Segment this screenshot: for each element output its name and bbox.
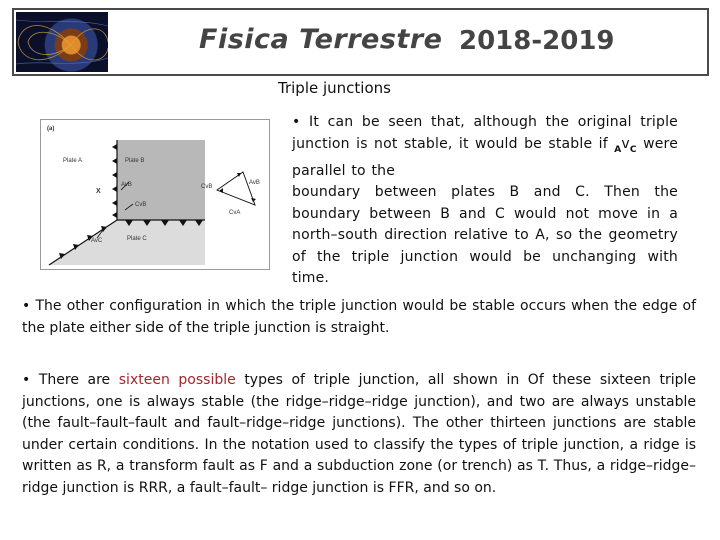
triangle-label-cva: CvA	[229, 210, 241, 216]
p1-line-4: boundary between plates B and C. Then the	[292, 184, 678, 201]
slide-title: Triple junctions	[278, 79, 391, 97]
triangle-label-cvb: CvB	[201, 184, 213, 190]
academic-year: 2018-2019	[459, 26, 615, 56]
plate-b-region	[117, 140, 205, 220]
velocity-label-cvb: CvB	[135, 202, 147, 208]
earth-magnetosphere-icon	[16, 12, 108, 72]
plate-a-label: Plate A	[63, 158, 83, 164]
p1-line-5: boundary between B and C would not move in a	[292, 205, 678, 222]
straight-edge-paragraph: • The other configuration in which the triple junction would be stable occurs when the edge of the plate either side of the triple junction is straight.	[22, 298, 696, 336]
p1-line-2	[292, 134, 678, 161]
sixteen-types-paragraph	[22, 370, 696, 499]
p1-line-3: parallel to the	[292, 162, 396, 179]
stability-paragraph	[292, 112, 678, 290]
triple-junction-figure	[40, 119, 270, 270]
p1-line-7: of the triple junction would be unchanging with time.	[292, 248, 678, 287]
course-title: Fisica Terrestre	[199, 24, 443, 55]
p3-body: types of triple junction, all shown in Of these sixteen triple junctions, one is always stable (the ridge–ridge–ridge junction), and two are always unstable (the fault–fault–fault and fault–ridge–ridge junctions). The other thirteen junctions are stable under certain conditions. In the notation used to classify the types of triple junction, a ridge is written as R, a transform fault as F and a subduction zone (or trench) as T. Thus, a ridge–ridge–ridge junction is RRR, a fault–fault– ridge junction is FFR, and so on.	[22, 372, 696, 496]
p3-intro: • There are	[22, 372, 119, 388]
junction-point-label: X	[96, 188, 101, 195]
plate-b-label: Plate B	[125, 158, 145, 164]
velocity-label-avc: AvC	[91, 238, 103, 244]
p1-subscript-c: C	[629, 144, 637, 155]
plate-c-region	[49, 220, 205, 265]
p1-line-2-text: junction is not stable, it would be stable if	[292, 135, 608, 152]
p1-line-6: north–south direction relative to A, so the geometry	[292, 227, 678, 244]
plate-c-label: Plate C	[127, 236, 147, 242]
p1-line-1: • It can be seen that, although the original triple	[292, 114, 678, 130]
panel-label: (a)	[47, 126, 55, 132]
p1-were: were	[636, 135, 679, 152]
p3-highlight: sixteen possible	[118, 372, 236, 388]
header-banner	[12, 8, 709, 76]
p1-subscript-a: A	[614, 144, 622, 155]
p1-velocity-v: v	[621, 135, 630, 152]
figure-diagram	[41, 120, 269, 269]
triangle-label-avb: AvB	[249, 180, 260, 186]
velocity-label-avb: AvB	[121, 182, 132, 188]
